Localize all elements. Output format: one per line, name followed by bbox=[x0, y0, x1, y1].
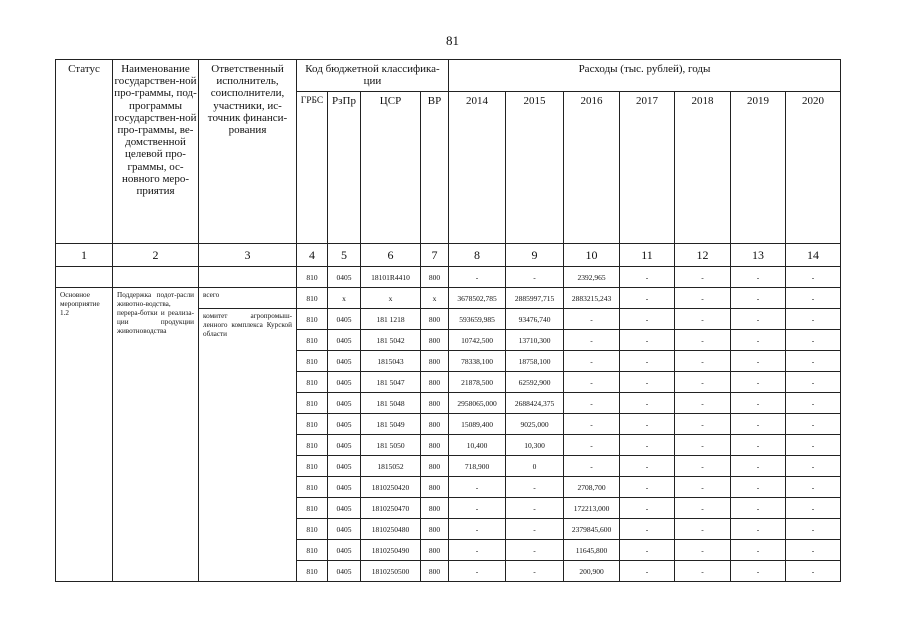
table-cell: 62592,900 bbox=[506, 372, 564, 393]
table-cell: - bbox=[786, 330, 841, 351]
table-cell: 0405 bbox=[328, 267, 361, 288]
table-cell: - bbox=[620, 519, 675, 540]
table-cell: - bbox=[449, 540, 506, 561]
column-number: 8 bbox=[449, 244, 506, 267]
table-cell: 13710,300 bbox=[506, 330, 564, 351]
table-cell: 10742,500 bbox=[449, 330, 506, 351]
table-cell: - bbox=[620, 267, 675, 288]
table-cell: 810 bbox=[297, 351, 328, 372]
table-cell: 181 5049 bbox=[361, 414, 421, 435]
table-cell: 810 bbox=[297, 372, 328, 393]
table-cell: 800 bbox=[421, 561, 449, 582]
table-cell: - bbox=[786, 456, 841, 477]
column-number: 3 bbox=[199, 244, 297, 267]
table-cell: 2379845,600 bbox=[564, 519, 620, 540]
table-cell: - bbox=[564, 393, 620, 414]
table-cell: - bbox=[620, 372, 675, 393]
table-row bbox=[56, 267, 841, 288]
table-cell: - bbox=[675, 540, 731, 561]
table-cell: 800 bbox=[421, 372, 449, 393]
table-cell: - bbox=[620, 393, 675, 414]
table-cell: - bbox=[675, 393, 731, 414]
table-cell: 0405 bbox=[328, 435, 361, 456]
column-numbers-row bbox=[56, 244, 841, 267]
table-cell: - bbox=[620, 435, 675, 456]
table-cell: 3678502,785 bbox=[449, 288, 506, 309]
table-cell: - bbox=[675, 519, 731, 540]
table-cell: x bbox=[421, 288, 449, 309]
empty-cell bbox=[56, 267, 113, 288]
table-cell: - bbox=[675, 267, 731, 288]
table-cell: 800 bbox=[421, 351, 449, 372]
table-cell: - bbox=[731, 288, 786, 309]
table-cell: 1810250500 bbox=[361, 561, 421, 582]
table-cell: 810 bbox=[297, 309, 328, 330]
table-cell: - bbox=[564, 456, 620, 477]
table-cell: - bbox=[675, 477, 731, 498]
table-cell: - bbox=[731, 498, 786, 519]
header-csr: ЦСР bbox=[361, 92, 421, 244]
table-cell: 2883215,243 bbox=[564, 288, 620, 309]
table-cell: 800 bbox=[421, 519, 449, 540]
table-cell: - bbox=[731, 561, 786, 582]
table-cell: 800 bbox=[421, 477, 449, 498]
table-cell: 0405 bbox=[328, 540, 361, 561]
table-cell: 0405 bbox=[328, 309, 361, 330]
table-cell: 800 bbox=[421, 540, 449, 561]
table-cell: - bbox=[786, 351, 841, 372]
table-cell: - bbox=[620, 456, 675, 477]
table-cell: 181 5042 bbox=[361, 330, 421, 351]
table-cell: 0405 bbox=[328, 519, 361, 540]
column-number: 12 bbox=[675, 244, 731, 267]
table-cell: 181 5047 bbox=[361, 372, 421, 393]
table-cell: 21878,500 bbox=[449, 372, 506, 393]
header-grbs: ГРБС bbox=[297, 92, 328, 244]
header-status: Статус bbox=[56, 60, 113, 244]
column-number: 6 bbox=[361, 244, 421, 267]
table-cell: 2708,700 bbox=[564, 477, 620, 498]
table-cell: 800 bbox=[421, 330, 449, 351]
column-number: 1 bbox=[56, 244, 113, 267]
table-cell: 1815052 bbox=[361, 456, 421, 477]
table-cell: 0405 bbox=[328, 414, 361, 435]
table-cell: 9025,000 bbox=[506, 414, 564, 435]
column-number: 9 bbox=[506, 244, 564, 267]
header-vr: ВР bbox=[421, 92, 449, 244]
header-year: 2017 bbox=[620, 92, 675, 244]
table-cell: - bbox=[731, 477, 786, 498]
header-name: Наименование государствен-ной про-граммы, под-программы государствен-ной про-граммы, ве-домственной целевой про-граммы, ос-новного меро-приятия bbox=[113, 60, 199, 244]
table-cell: 810 bbox=[297, 498, 328, 519]
table-cell: - bbox=[731, 519, 786, 540]
table-cell: - bbox=[675, 498, 731, 519]
table-cell: 810 bbox=[297, 288, 328, 309]
table-cell: 1810250490 bbox=[361, 540, 421, 561]
table-cell: - bbox=[786, 309, 841, 330]
table-cell: 172213,000 bbox=[564, 498, 620, 519]
table-cell: - bbox=[731, 393, 786, 414]
table-cell: - bbox=[620, 351, 675, 372]
table-cell: - bbox=[620, 477, 675, 498]
header-rzpr: РзПр bbox=[328, 92, 361, 244]
status-cell: Основное мероприятие 1.2 bbox=[56, 288, 113, 582]
table-cell: 2885997,715 bbox=[506, 288, 564, 309]
table-cell: - bbox=[675, 330, 731, 351]
table-cell: 810 bbox=[297, 456, 328, 477]
table-cell: - bbox=[731, 267, 786, 288]
measure-name-cell: Поддержка подот-расли животно-водства, перера-ботки и реализа-ции продукции животноводства bbox=[113, 288, 199, 582]
table-cell: - bbox=[564, 309, 620, 330]
table-cell: - bbox=[620, 288, 675, 309]
table-cell: 718,900 bbox=[449, 456, 506, 477]
table-cell: - bbox=[731, 540, 786, 561]
source-committee-cell: комитет агропромыш-ленного комплекса Курской области bbox=[199, 309, 297, 582]
table-cell: - bbox=[449, 561, 506, 582]
table-cell: - bbox=[786, 414, 841, 435]
table-cell: 0 bbox=[506, 456, 564, 477]
table-cell: - bbox=[675, 414, 731, 435]
table-cell: 810 bbox=[297, 393, 328, 414]
table-cell: 0405 bbox=[328, 330, 361, 351]
table-cell: 810 bbox=[297, 330, 328, 351]
empty-cell bbox=[113, 267, 199, 288]
column-number: 2 bbox=[113, 244, 199, 267]
table-cell: - bbox=[675, 351, 731, 372]
table-cell: - bbox=[675, 561, 731, 582]
table-cell: - bbox=[564, 372, 620, 393]
table-cell: 18758,100 bbox=[506, 351, 564, 372]
table-cell: - bbox=[564, 435, 620, 456]
table-cell: - bbox=[731, 372, 786, 393]
table-cell: - bbox=[620, 540, 675, 561]
table-cell: - bbox=[620, 498, 675, 519]
column-number: 13 bbox=[731, 244, 786, 267]
table-cell: - bbox=[564, 414, 620, 435]
table-cell: 810 bbox=[297, 540, 328, 561]
table-cell: - bbox=[786, 561, 841, 582]
table-cell: - bbox=[675, 372, 731, 393]
table-cell: 0405 bbox=[328, 498, 361, 519]
table-cell: 181 5050 bbox=[361, 435, 421, 456]
table-cell: 800 bbox=[421, 498, 449, 519]
table-cell: 810 bbox=[297, 435, 328, 456]
table-cell: - bbox=[675, 456, 731, 477]
header-year: 2015 bbox=[506, 92, 564, 244]
table-cell: 800 bbox=[421, 456, 449, 477]
table-cell: 810 bbox=[297, 414, 328, 435]
table-cell: - bbox=[506, 519, 564, 540]
table-cell: 10,400 bbox=[449, 435, 506, 456]
table-cell: 0405 bbox=[328, 456, 361, 477]
table-cell: 10,300 bbox=[506, 435, 564, 456]
table-cell: - bbox=[449, 519, 506, 540]
table-cell: 810 bbox=[297, 519, 328, 540]
table-cell: - bbox=[786, 435, 841, 456]
table-cell: - bbox=[675, 288, 731, 309]
source-total-cell: всего bbox=[199, 288, 297, 309]
table-cell: - bbox=[786, 267, 841, 288]
table-cell: - bbox=[506, 267, 564, 288]
table-cell: 800 bbox=[421, 267, 449, 288]
table-cell: 593659,985 bbox=[449, 309, 506, 330]
header-year: 2018 bbox=[675, 92, 731, 244]
table-cell: - bbox=[731, 435, 786, 456]
table-cell: 810 bbox=[297, 561, 328, 582]
table-cell: 1810250420 bbox=[361, 477, 421, 498]
table-cell: 800 bbox=[421, 309, 449, 330]
table-cell: x bbox=[328, 288, 361, 309]
header-executor: Ответственный исполнитель, соисполнители, участники, ис-точник финанси-рования bbox=[199, 60, 297, 244]
table-cell: 1810250470 bbox=[361, 498, 421, 519]
column-number: 11 bbox=[620, 244, 675, 267]
table-cell: - bbox=[620, 561, 675, 582]
table-cell: 0405 bbox=[328, 561, 361, 582]
table-cell: - bbox=[449, 498, 506, 519]
table-cell: 93476,740 bbox=[506, 309, 564, 330]
table-cell: 2688424,375 bbox=[506, 393, 564, 414]
page-number: 81 bbox=[446, 33, 459, 48]
table-cell: - bbox=[506, 498, 564, 519]
column-number: 14 bbox=[786, 244, 841, 267]
table-cell: 800 bbox=[421, 435, 449, 456]
table-cell: - bbox=[449, 477, 506, 498]
table-cell: - bbox=[620, 309, 675, 330]
column-number: 5 bbox=[328, 244, 361, 267]
table-cell: 0405 bbox=[328, 372, 361, 393]
table-cell: - bbox=[506, 561, 564, 582]
column-number: 4 bbox=[297, 244, 328, 267]
table-cell: - bbox=[731, 456, 786, 477]
table-row bbox=[56, 288, 841, 309]
table-cell: - bbox=[786, 498, 841, 519]
table-cell: - bbox=[786, 540, 841, 561]
table-cell: 181 5048 bbox=[361, 393, 421, 414]
table-cell: - bbox=[564, 351, 620, 372]
table-cell: 181 1218 bbox=[361, 309, 421, 330]
column-number: 7 bbox=[421, 244, 449, 267]
table-cell: - bbox=[731, 309, 786, 330]
table-cell: 15089,400 bbox=[449, 414, 506, 435]
table-cell: 1815043 bbox=[361, 351, 421, 372]
table-cell: 200,900 bbox=[564, 561, 620, 582]
column-number: 10 bbox=[564, 244, 620, 267]
table-cell: - bbox=[620, 330, 675, 351]
table-cell: 11645,800 bbox=[564, 540, 620, 561]
header-year: 2016 bbox=[564, 92, 620, 244]
table-cell: 0405 bbox=[328, 351, 361, 372]
table-cell: 0405 bbox=[328, 393, 361, 414]
header-budget-code: Код бюджетной классифика-ции bbox=[297, 60, 449, 92]
table-cell: 1810250480 bbox=[361, 519, 421, 540]
header-year: 2014 bbox=[449, 92, 506, 244]
table-cell: 800 bbox=[421, 414, 449, 435]
empty-cell bbox=[199, 267, 297, 288]
table-cell: - bbox=[731, 351, 786, 372]
table-cell: - bbox=[786, 393, 841, 414]
header-expenses: Расходы (тыс. рублей), годы bbox=[449, 60, 841, 92]
table-cell: 18101R4410 bbox=[361, 267, 421, 288]
table-cell: 2392,965 bbox=[564, 267, 620, 288]
table-cell: 810 bbox=[297, 267, 328, 288]
table-cell: - bbox=[731, 330, 786, 351]
table-cell: - bbox=[786, 372, 841, 393]
table-cell: 800 bbox=[421, 393, 449, 414]
table-cell: x bbox=[361, 288, 421, 309]
table-cell: 78338,100 bbox=[449, 351, 506, 372]
table-cell: - bbox=[786, 477, 841, 498]
table-cell: 810 bbox=[297, 477, 328, 498]
table-cell: - bbox=[786, 519, 841, 540]
table-cell: 2958065,000 bbox=[449, 393, 506, 414]
table-cell: - bbox=[449, 267, 506, 288]
table-cell: - bbox=[506, 540, 564, 561]
table-cell: - bbox=[675, 309, 731, 330]
header-year: 2020 bbox=[786, 92, 841, 244]
table-cell: - bbox=[786, 288, 841, 309]
table-cell: - bbox=[675, 435, 731, 456]
header-year: 2019 bbox=[731, 92, 786, 244]
table-cell: - bbox=[620, 414, 675, 435]
table-cell: - bbox=[564, 330, 620, 351]
table-cell: 0405 bbox=[328, 477, 361, 498]
table-cell: - bbox=[506, 477, 564, 498]
table-cell: - bbox=[731, 414, 786, 435]
budget-table bbox=[55, 59, 841, 582]
